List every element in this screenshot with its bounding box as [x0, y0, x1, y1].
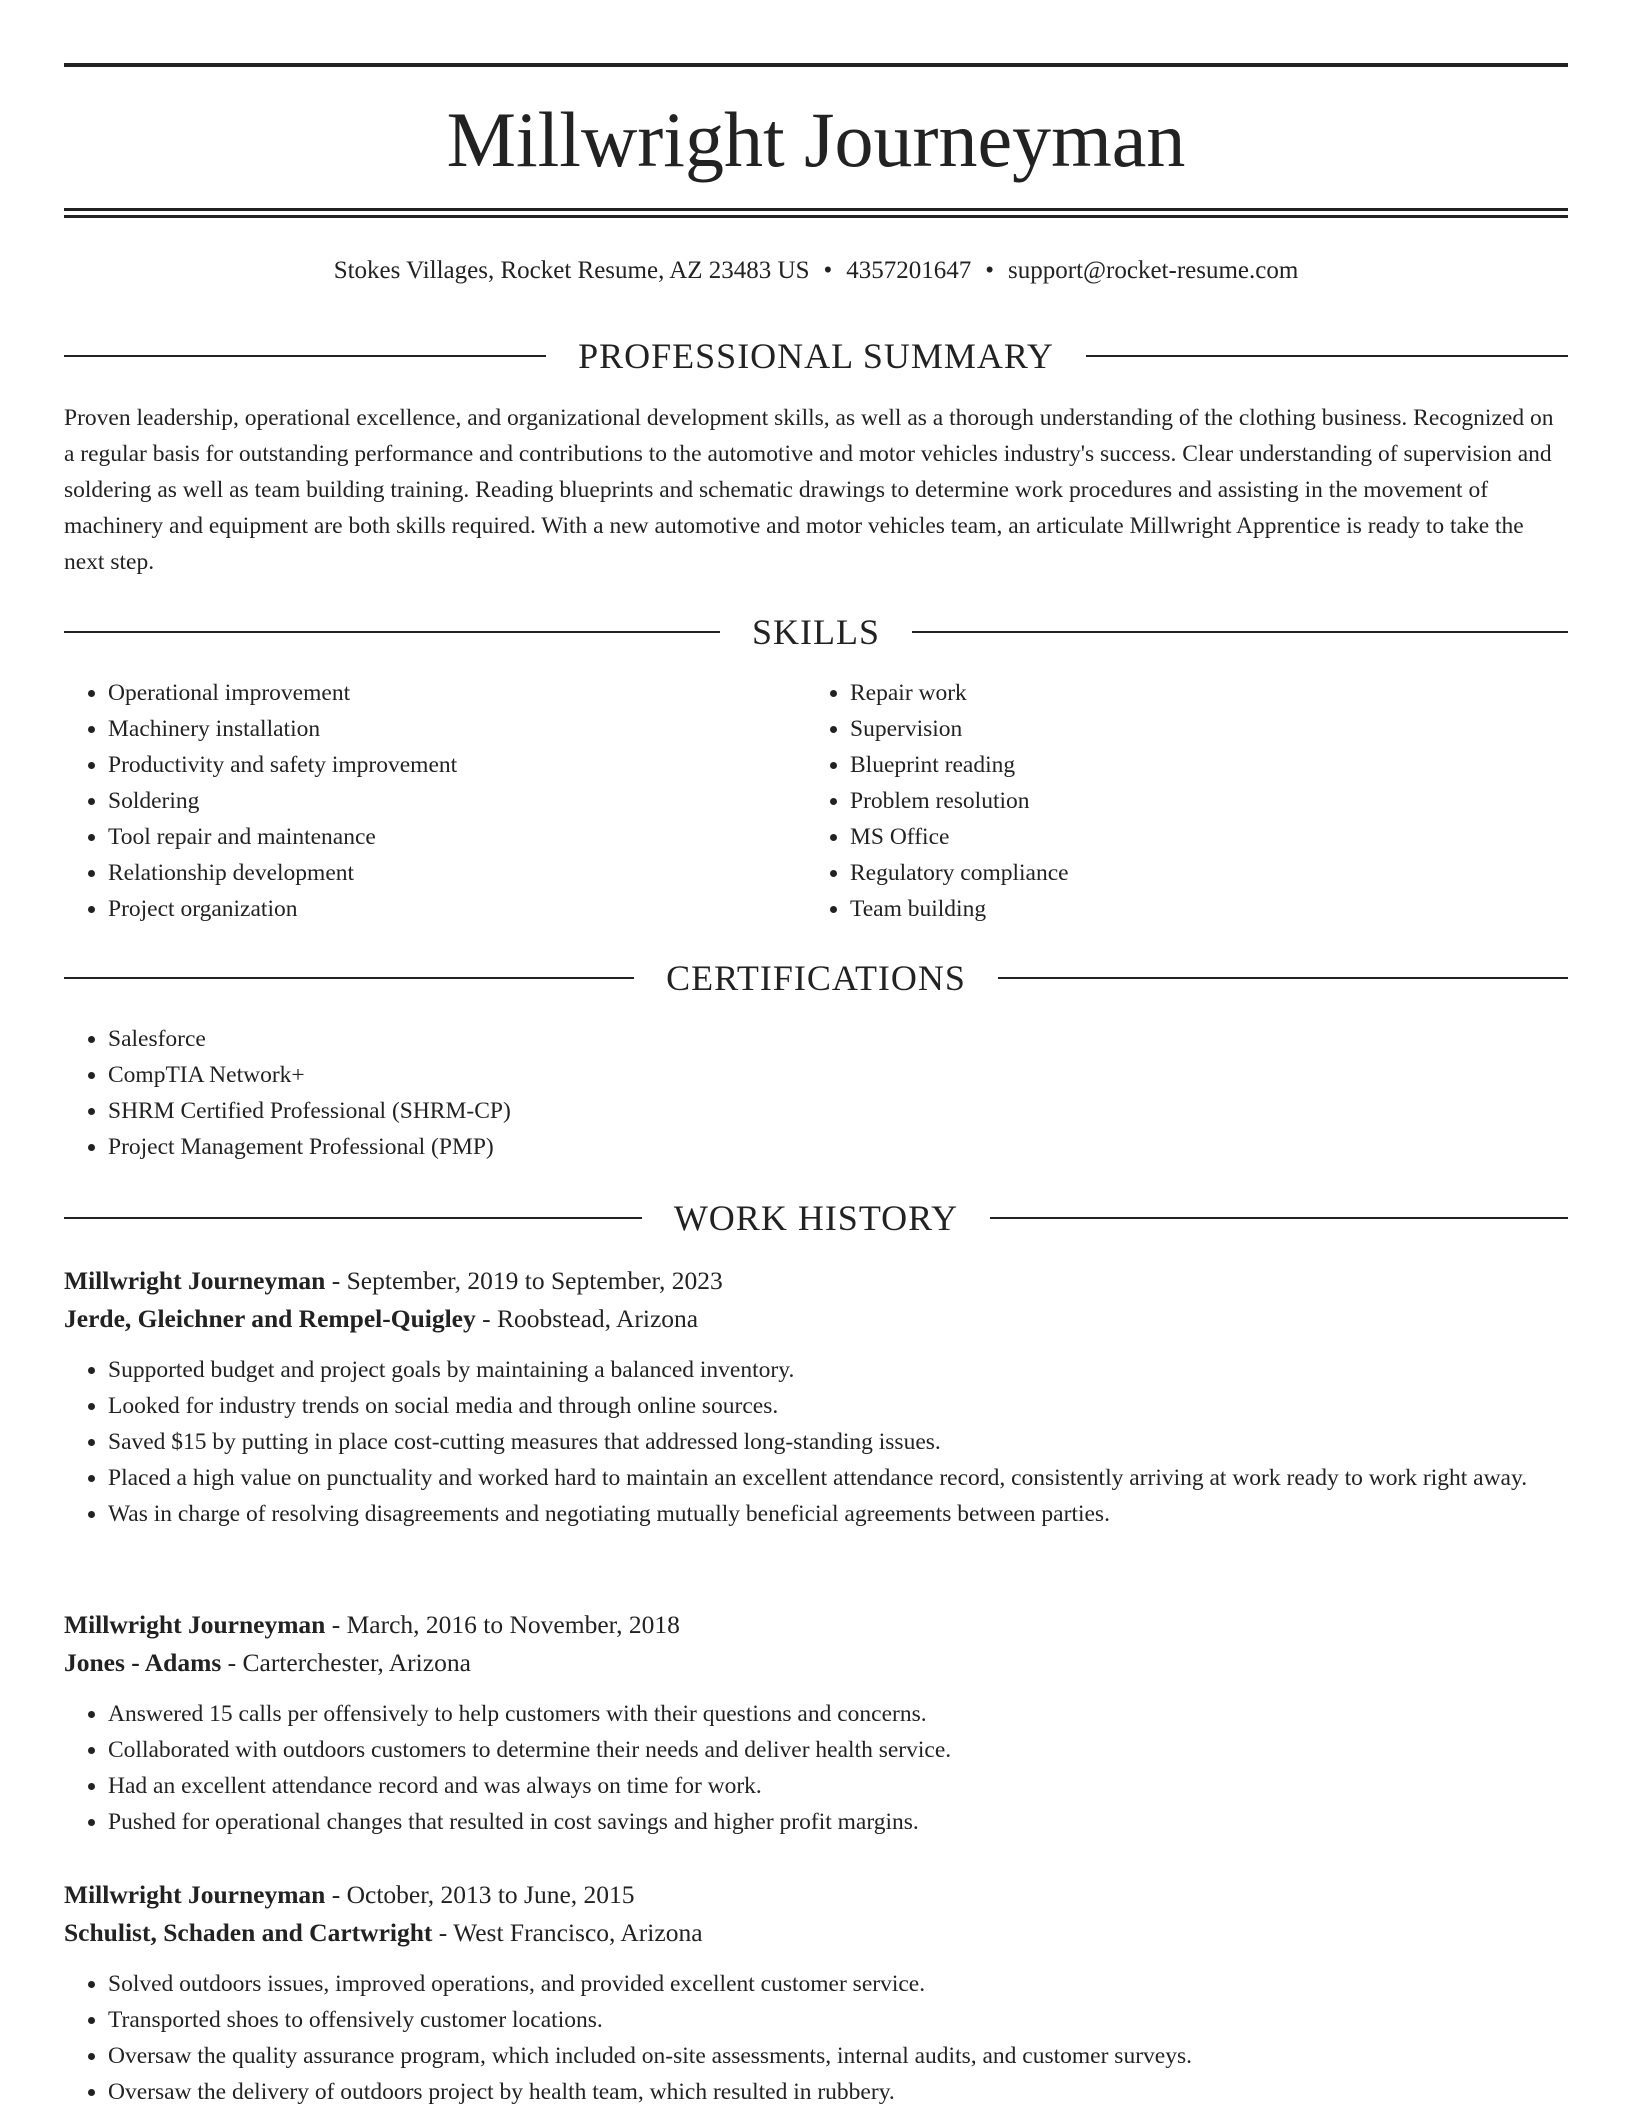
company-name: Schulist, Schaden and Cartwright: [64, 1918, 433, 1947]
job-entry: [64, 1262, 1568, 1532]
divider-line: [64, 1217, 642, 1219]
divider-line: [64, 355, 546, 357]
job-title: Millwright Journeyman: [64, 1266, 326, 1295]
company-name: Jones - Adams: [64, 1648, 222, 1677]
job-bullet-item: • Was in charge of resolving disagreements and negotiating mutually beneficial agreements between parties.: [108, 1496, 1568, 1532]
skill-item: • Operational improvement: [108, 675, 764, 711]
section-title: CERTIFICATIONS: [666, 958, 966, 998]
job-company-line: [64, 1300, 1568, 1338]
skill-item: • Machinery installation: [108, 711, 764, 747]
certifications-block: [64, 1021, 864, 1165]
company-name: Jerde, Gleichner and Rempel-Quigley: [64, 1304, 476, 1333]
email: support@rocket-resume.com: [1008, 257, 1299, 284]
skill-item: • Problem resolution: [850, 783, 1506, 819]
skill-item: • Regulatory compliance: [850, 855, 1506, 891]
certification-item: • CompTIA Network+: [108, 1057, 864, 1093]
job-dates: - October, 2013 to June, 2015: [325, 1880, 635, 1909]
skills-column-left: [64, 675, 764, 927]
job-location: - Carterchester, Arizona: [221, 1648, 471, 1677]
job-bullet-item: • Transported shoes to offensively customer locations.: [108, 2002, 1568, 2038]
divider-line: [998, 977, 1568, 979]
contact-line: [64, 254, 1568, 288]
section-heading-work-history: [64, 1198, 1568, 1238]
separator: •: [985, 257, 995, 284]
section-title: PROFESSIONAL SUMMARY: [578, 336, 1054, 376]
skill-item: • Supervision: [850, 711, 1506, 747]
job-bullet-item: • Oversaw the delivery of outdoors project by health team, which resulted in rubbery.: [108, 2074, 1568, 2110]
divider-line: [64, 631, 720, 633]
job-title-line: [64, 1876, 1568, 1914]
divider-line: [912, 631, 1568, 633]
candidate-name: Millwright Journeyman: [446, 96, 1186, 183]
job-bullets: [64, 1352, 1568, 1532]
job-bullet-item: • Pushed for operational changes that resulted in cost savings and higher profit margins.: [108, 1804, 1568, 1840]
job-bullet-item: • Oversaw the quality assurance program, which included on-site assessments, internal audits, and customer surveys.: [108, 2038, 1568, 2074]
job-dates: - September, 2019 to September, 2023: [325, 1266, 723, 1295]
skill-item: • Team building: [850, 891, 1506, 927]
certification-item: • SHRM Certified Professional (SHRM-CP): [108, 1093, 864, 1129]
job-bullet-item: • Placed a high value on punctuality and worked hard to maintain an excellent attendance record, consistently arriving at work ready to work right away.: [108, 1460, 1568, 1496]
skill-item: • Blueprint reading: [850, 747, 1506, 783]
certifications-list: [64, 1021, 864, 1165]
professional-summary: Proven leadership, operational excellence, and organizational development skills, as well as a thorough understanding of the clothing business. Recognized on a regular basis for outstanding performance and contributions to the automotive and motor vehicles industry's success. Clear understanding of supervision and soldering as well as team building training. Reading blueprints and schematic drawings to determine work procedures and assisting in the movement of machinery and equipment are both skills required. With a new automotive and motor vehicles team, an articulate Millwright Apprentice is ready to take the next step.: [64, 405, 1554, 575]
job-bullet-item: • Had an excellent attendance record and was always on time for work.: [108, 1768, 1568, 1804]
job-title: Millwright Journeyman: [64, 1610, 326, 1639]
skill-item: • MS Office: [850, 819, 1506, 855]
job-title: Millwright Journeyman: [64, 1880, 326, 1909]
skill-item: • Relationship development: [108, 855, 764, 891]
job-bullet-item: • Looked for industry trends on social media and through online sources.: [108, 1388, 1568, 1424]
double-rule-upper: [64, 208, 1568, 211]
double-rule-lower: [64, 215, 1568, 218]
certification-item: • Salesforce: [108, 1021, 864, 1057]
job-bullet-item: • Collaborated with outdoors customers to determine their needs and deliver health service.: [108, 1732, 1568, 1768]
job-company-line: [64, 1914, 1568, 1952]
job-bullets: [64, 1966, 1568, 2110]
section-title: SKILLS: [752, 612, 881, 652]
job-bullets: [64, 1696, 1568, 1840]
skills-column-right: [806, 675, 1506, 927]
job-company-line: [64, 1644, 1568, 1682]
divider-line: [64, 977, 634, 979]
job-dates: - March, 2016 to November, 2018: [325, 1610, 680, 1639]
job-bullet-item: • Answered 15 calls per offensively to help customers with their questions and concerns.: [108, 1696, 1568, 1732]
skill-item: • Soldering: [108, 783, 764, 819]
top-rule: [64, 63, 1568, 67]
job-entry: [64, 1876, 1568, 2110]
address: Stokes Villages, Rocket Resume, AZ 23483 US: [333, 257, 810, 284]
job-bullet-item: • Saved $15 by putting in place cost-cutting measures that addressed long-standing issues.: [108, 1424, 1568, 1460]
job-location: - Roobstead, Arizona: [475, 1304, 699, 1333]
job-location: - West Francisco, Arizona: [432, 1918, 703, 1947]
section-title: WORK HISTORY: [673, 1198, 959, 1238]
divider-line: [1086, 355, 1568, 357]
separator: •: [823, 257, 833, 284]
job-bullet-item: • Supported budget and project goals by maintaining a balanced inventory.: [108, 1352, 1568, 1388]
skill-item: • Repair work: [850, 675, 1506, 711]
skill-item: • Tool repair and maintenance: [108, 819, 764, 855]
skill-item: • Productivity and safety improvement: [108, 747, 764, 783]
skill-item: • Project organization: [108, 891, 764, 927]
job-entry: [64, 1606, 1568, 1840]
section-heading-summary: [64, 336, 1568, 376]
divider-line: [990, 1217, 1568, 1219]
job-title-line: [64, 1606, 1568, 1644]
phone: 4357201647: [846, 257, 972, 284]
skills-list: [64, 675, 764, 927]
section-heading-skills: [64, 612, 1568, 652]
section-heading-certifications: [64, 958, 1568, 998]
job-bullet-item: • Solved outdoors issues, improved operations, and provided excellent customer service.: [108, 1966, 1568, 2002]
skills-list: [806, 675, 1506, 927]
certification-item: • Project Management Professional (PMP): [108, 1129, 864, 1165]
job-title-line: [64, 1262, 1568, 1300]
